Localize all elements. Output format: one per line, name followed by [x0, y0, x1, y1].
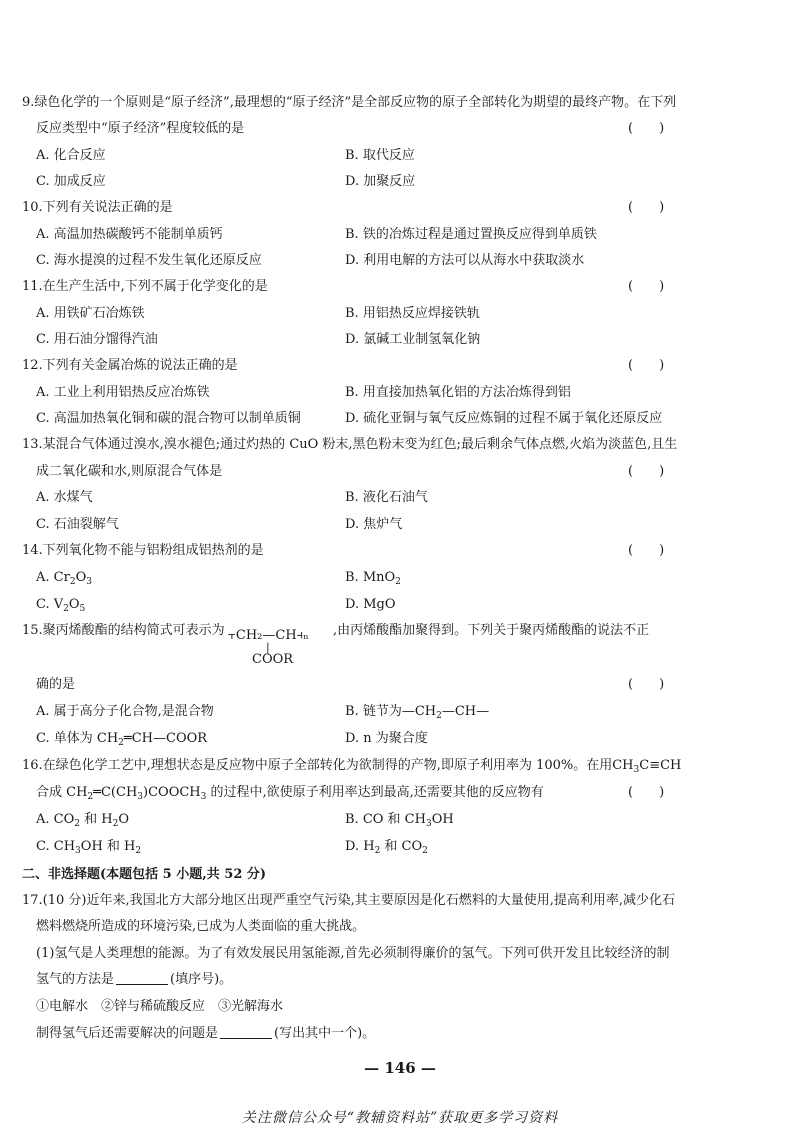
q11-option-d: D. 氯碱工业制氢氧化钠 — [345, 332, 481, 347]
answer-blank: ( ) — [628, 121, 665, 136]
q17-part1-line2: 氢气的方法是 (填序号)。 — [36, 972, 233, 987]
answer-blank: ( ) — [628, 358, 665, 373]
q15-option-a: A. 属于高分子化合物,是混合物 — [36, 704, 214, 719]
q16-option-a: A. $CO_2$ 和 $H_2O$ — [36, 812, 130, 829]
q13-stem-line2: 成二氧化碳和水,则原混合气体是 — [36, 464, 223, 479]
q12-option-d: D. 硫化亚铜与氧气反应炼铜的过程不属于氧化还原反应 — [345, 411, 663, 426]
answer-blank: ( ) — [628, 785, 665, 800]
q15-stem-line1-post: ,由丙烯酸酯加聚得到。下列关于聚丙烯酸酯的说法不正 — [333, 623, 650, 638]
q13-option-b: B. 液化石油气 — [345, 490, 428, 505]
q9-option-d: D. 加聚反应 — [345, 174, 416, 189]
q11-stem: 11.在生产生活中,下列不属于化学变化的是 — [22, 279, 268, 294]
q13-option-a: A. 水煤气 — [36, 490, 93, 505]
q17-part1-choices: ①电解水 ②锌与稀硫酸反应 ③光解海水 — [36, 999, 284, 1014]
q15-option-c: C. 单体为 $CH_2═CH—COOR$ — [36, 731, 208, 748]
section-heading: 二、非选择题(本题包括 5 小题,共 52 分) — [22, 867, 267, 882]
q9-option-a: A. 化合反应 — [36, 148, 106, 163]
q16-option-d: D. $H_2$ 和 $CO_2$ — [345, 839, 428, 856]
page-number: — 146 — — [364, 1059, 436, 1077]
footer-watermark: 关注微信公众号“教辅资料站”获取更多学习资料 — [241, 1110, 559, 1126]
fill-blank — [220, 1026, 272, 1039]
q14-option-b: B. MnO$_2$ — [345, 570, 401, 587]
answer-blank: ( ) — [628, 200, 665, 215]
formula-branch-bond: | — [266, 641, 270, 654]
fill-blank — [116, 972, 168, 985]
q15-option-b: B. 链节为$—CH_2—CH—$ — [345, 704, 490, 721]
q16-stem-line2: 合成 $CH_2═C(CH_3)COOCH_3$ 的过程中,欲使原子利用率达到最高,还需要其他的反应物有 — [36, 785, 544, 802]
q15-stem-line1-pre: 15.聚丙烯酸酯的结构简式可表示为 — [22, 623, 225, 638]
q13-option-d: D. 焦炉气 — [345, 517, 403, 532]
q9-stem-line2: 反应类型中“原子经济”程度较低的是 — [36, 121, 245, 136]
q14-option-c: C. $V_2O_5$ — [36, 597, 86, 614]
formula-main-chain: ⫟CH₂—CH⫞ₙ — [228, 628, 309, 643]
answer-blank: ( ) — [628, 543, 665, 558]
q12-option-c: C. 高温加热氧化铜和碳的混合物可以制单质铜 — [36, 411, 301, 426]
q13-stem-line1: 13.某混合气体通过溴水,溴水褪色;通过灼热的 CuO 粉末,黑色粉末变为红色;最后剩余气体点燃,火焰为淡蓝色,且生 — [22, 437, 678, 452]
q16-stem-line1: 16.在绿色化学工艺中,理想状态是反应物中原子全部转化为欲制得的产物,即原子利用率为 100%。在用$CH_3C\equiv CH$ — [22, 758, 682, 775]
q14-option-a: A. $Cr_2O_3$ — [36, 570, 92, 587]
q10-option-c: C. 海水提溴的过程不发生氧化还原反应 — [36, 253, 262, 268]
q9-option-c: C. 加成反应 — [36, 174, 106, 189]
q10-option-a: A. 高温加热碳酸钙不能制单质钙 — [36, 227, 223, 242]
q10-stem: 10.下列有关说法正确的是 — [22, 200, 173, 215]
polyacrylate-structure-formula — [228, 628, 328, 668]
q11-option-c: C. 用石油分馏得汽油 — [36, 332, 158, 347]
q9-option-b: B. 取代反应 — [345, 148, 415, 163]
formula-side-group: COOR — [252, 652, 294, 667]
q14-stem: 14.下列氧化物不能与铝粉组成铝热剂的是 — [22, 543, 264, 558]
q10-option-b: B. 铁的冶炼过程是通过置换反应得到单质铁 — [345, 227, 597, 242]
q12-stem: 12.下列有关金属冶炼的说法正确的是 — [22, 358, 238, 373]
answer-blank: ( ) — [628, 279, 665, 294]
q17-part1-line1: (1)氢气是人类理想的能源。为了有效发展民用氢能源,首先必须制得廉价的氢气。下列可供开发且比较经济的制 — [36, 946, 670, 961]
answer-blank: ( ) — [628, 677, 665, 692]
q16-option-c: C. $CH_3OH$ 和 $H_2$ — [36, 839, 142, 856]
q9-stem-line1: 9.绿色化学的一个原则是“原子经济”,最理想的“原子经济”是全部反应物的原子全部转化为期望的最终产物。在下列 — [22, 95, 677, 110]
q12-option-b: B. 用直接加热氧化铝的方法冶炼得到铝 — [345, 385, 571, 400]
q15-stem-line2: 确的是 — [36, 677, 76, 692]
q12-option-a: A. 工业上利用铝热反应冶炼铁 — [36, 385, 210, 400]
q15-option-d: D. n 为聚合度 — [345, 731, 428, 746]
q13-option-c: C. 石油裂解气 — [36, 517, 119, 532]
q11-option-a: A. 用铁矿石冶炼铁 — [36, 306, 145, 321]
q11-option-b: B. 用铝热反应焊接铁轨 — [345, 306, 480, 321]
q14-option-d: D. MgO — [345, 597, 396, 612]
q10-option-d: D. 利用电解的方法可以从海水中获取淡水 — [345, 253, 585, 268]
q16-option-b: B. CO 和 $CH_3OH$ — [345, 812, 454, 829]
q17-stem-line1: 17.(10 分)近年来,我国北方大部分地区出现严重空气污染,其主要原因是化石燃料的大量使用,提高利用率,减少化石 — [22, 893, 676, 908]
answer-blank: ( ) — [628, 464, 665, 479]
q17-part1-line3: 制得氢气后还需要解决的问题是 (写出其中一个)。 — [36, 1026, 376, 1041]
q17-stem-line2: 燃料燃烧所造成的环境污染,已成为人类面临的重大挑战。 — [36, 919, 366, 934]
